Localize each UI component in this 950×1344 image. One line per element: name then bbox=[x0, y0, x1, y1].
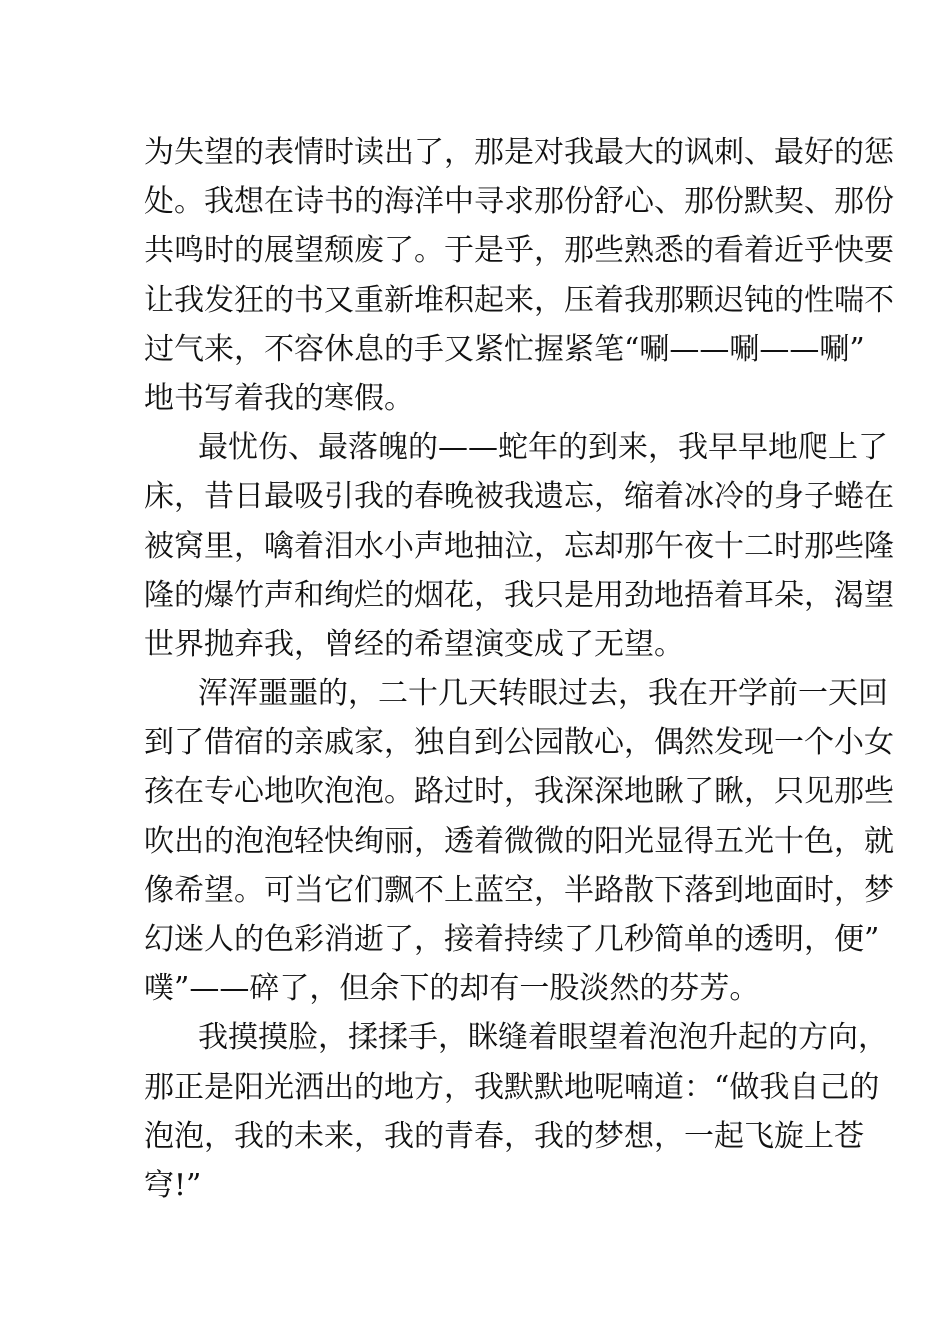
text-line: 隆的爆竹声和绚烂的烟花，我只是用劲地捂着耳朵，渴望 bbox=[144, 577, 894, 613]
text-line: 地书写着我的寒假。 bbox=[144, 380, 414, 416]
paragraph-3 bbox=[144, 669, 894, 1013]
text-line: 我摸摸脸，揉揉手，眯缝着眼望着泡泡升起的方向， bbox=[198, 1020, 888, 1056]
text-line: 幻迷人的色彩消逝了，接着持续了几秒简单的透明，便” bbox=[144, 922, 880, 957]
article-body bbox=[144, 128, 894, 1210]
text-line: 泡泡，我的未来，我的青春，我的梦想，一起飞旋上苍 bbox=[144, 1118, 864, 1154]
paragraph-4 bbox=[144, 1013, 888, 1210]
text-line: 床，昔日最吸引我的春晚被我遗忘，缩着冰冷的身子蜷在 bbox=[144, 479, 894, 515]
text-line: 处。我想在诗书的海洋中寻求那份舒心、那份默契、那份 bbox=[144, 184, 894, 220]
text-line: 让我发狂的书又重新堆积起来，压着我那颗迟钝的性喘不 bbox=[144, 282, 894, 318]
text-line: 浑浑噩噩的，二十几天转眼过去，我在开学前一天回 bbox=[198, 676, 888, 712]
text-line: 过气来，不容休息的手又紧忙握紧笔“唰——唰——唰” bbox=[144, 331, 865, 367]
text-line: 被窝里，噙着泪水小声地抽泣，忘却那午夜十二时那些隆 bbox=[144, 528, 894, 564]
text-line: 噗”——碎了，但余下的却有一股淡然的芬芳。 bbox=[144, 971, 760, 1007]
text-line: 最忧伤、最落魄的——蛇年的到来，我早早地爬上了 bbox=[198, 430, 888, 466]
text-line: 为失望的表情时读出了，那是对我最大的讽刺、最好的惩 bbox=[144, 135, 894, 170]
text-line: 到了借宿的亲戚家，独自到公园散心，偶然发现一个小女 bbox=[144, 725, 894, 761]
text-line: 孩在专心地吹泡泡。路过时，我深深地瞅了瞅，只见那些 bbox=[144, 774, 894, 810]
text-line: 吹出的泡泡轻快绚丽，透着微微的阳光显得五光十色，就 bbox=[144, 823, 894, 859]
text-line: 共鸣时的展望颓废了。于是乎，那些熟悉的看着近乎快要 bbox=[144, 233, 894, 269]
text-line: 穹!” bbox=[144, 1167, 202, 1203]
paragraph-2 bbox=[144, 423, 894, 669]
paragraph-1 bbox=[144, 128, 894, 423]
text-line: 那正是阳光洒出的地方，我默默地呢喃道：“做我自己的 bbox=[144, 1069, 880, 1105]
text-line: 世界抛弃我，曾经的希望演变成了无望。 bbox=[144, 626, 684, 662]
text-line: 像希望。可当它们飘不上蓝空，半路散下落到地面时，梦 bbox=[144, 872, 894, 908]
